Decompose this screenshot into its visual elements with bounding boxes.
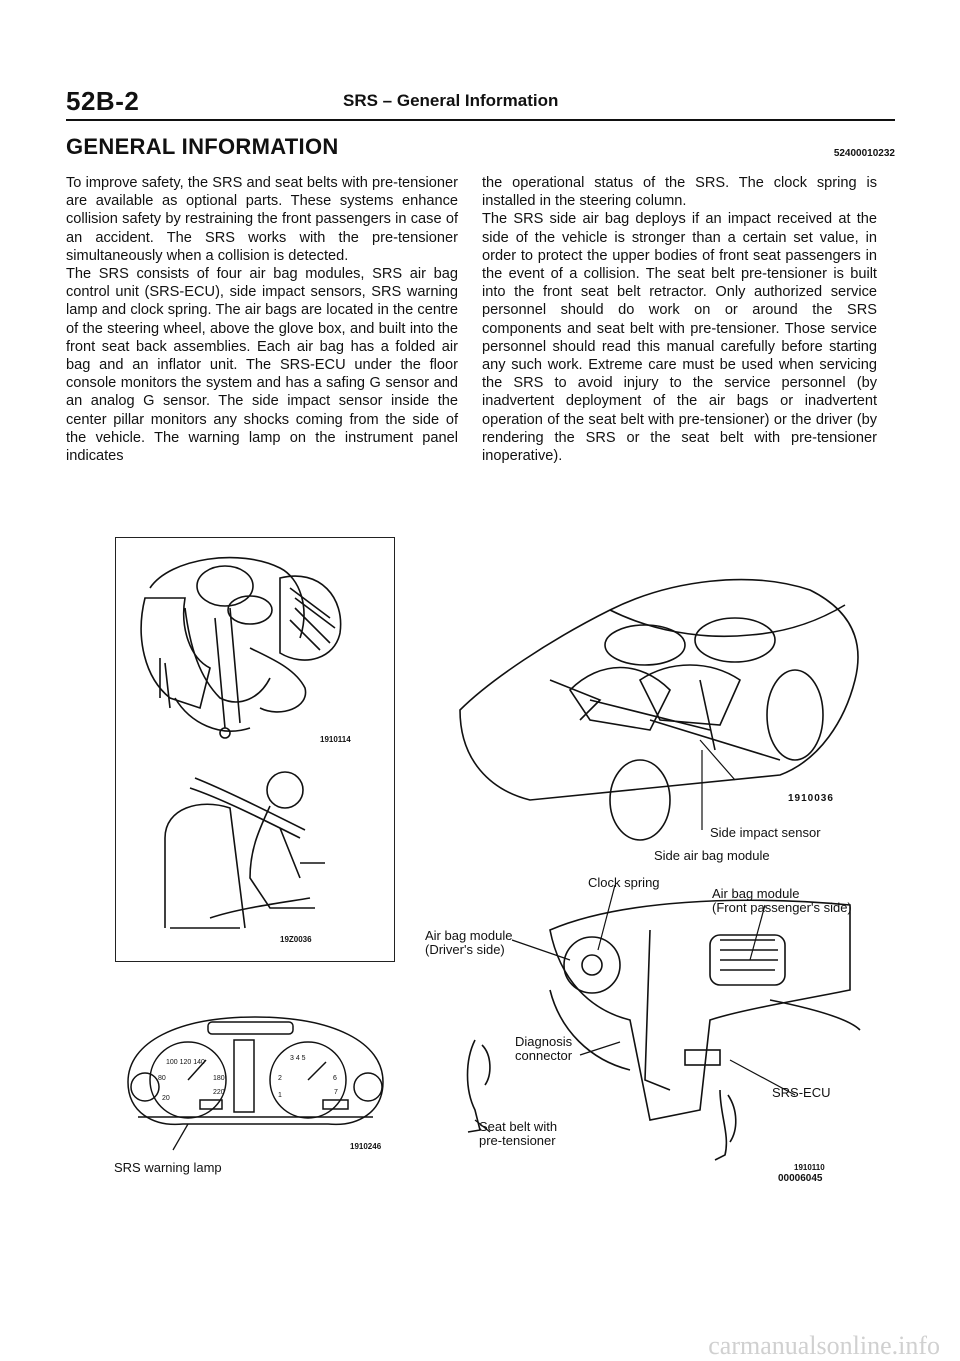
srs-ecu-label: SRS-ECU xyxy=(772,1085,831,1100)
body-column-left xyxy=(66,174,458,465)
header-divider xyxy=(66,119,895,121)
svg-text:6: 6 xyxy=(333,1075,337,1082)
cluster-figure-code: 1910246 xyxy=(350,1142,382,1151)
svg-text:7: 7 xyxy=(334,1089,338,1096)
instrument-cluster-illustration xyxy=(118,1012,393,1134)
diagnosis-connector-line1: Diagnosis xyxy=(515,1034,573,1049)
side-air-bag-module-label: Side air bag module xyxy=(654,848,770,863)
diagnosis-connector-label xyxy=(515,1035,572,1063)
air-bag-module-front-line1: Air bag module xyxy=(712,886,800,901)
air-bag-module-front-label xyxy=(712,887,852,915)
dash-figure-code-2: 00006045 xyxy=(778,1173,823,1184)
clock-spring-label: Clock spring xyxy=(588,875,660,890)
seat-figure-code-bottom: 19Z0036 xyxy=(280,935,312,944)
srs-warning-lamp-label: SRS warning lamp xyxy=(114,1160,222,1175)
air-bag-module-driver-line1: Air bag module xyxy=(425,928,513,943)
car-figure-code: 1910036 xyxy=(788,793,834,804)
footer-watermark: carmanualsonline.info xyxy=(708,1331,940,1360)
paragraph: The SRS consists of four air bag modules, SRS air bag control unit (SRS-ECU), side impact sensors, SRS warning lamp and clock spring. The air bags are located in the centre of the steering wheel, above the glove box, and built into the front seat back assemblies. Each air bag has a folded air bag and an inflator unit. The SRS-ECU under the floor console monitors the system and has a safing G sensor and an analog G sensor. The side impact sensor inside the center pillar monitors any shocks coming from the side of the vehicle. The warning lamp on the instrument panel indicates xyxy=(66,266,458,465)
svg-text:80: 80 xyxy=(158,1075,166,1082)
air-bag-module-driver-label xyxy=(425,929,512,957)
side-impact-sensor-label: Side impact sensor xyxy=(710,825,821,840)
seat-belt-pretensioner-label xyxy=(479,1120,557,1148)
paragraph: To improve safety, the SRS and seat belts with pre-tensioner are available as optional parts. These systems enhance collision safety by restraining the front passengers in case of an accident. The SRS works with the pre-tensioner simultaneously when a collision is detected. xyxy=(66,175,458,264)
section-code: 52400010232 xyxy=(833,148,895,159)
svg-text:220: 220 xyxy=(213,1089,225,1096)
air-bag-module-front-line2: (Front passenger's side) xyxy=(712,900,852,915)
page-header-title: SRS – General Information xyxy=(343,91,559,110)
seat-belt-pretensioner-line1: Seat belt with xyxy=(479,1119,558,1134)
svg-text:20: 20 xyxy=(162,1095,170,1102)
seat-airbag-illustration xyxy=(130,548,380,748)
body-column-right xyxy=(482,174,877,465)
seat-figure-code-top: 1910114 xyxy=(320,735,351,744)
svg-text:1: 1 xyxy=(278,1092,282,1099)
section-heading: GENERAL INFORMATION xyxy=(66,134,339,159)
page-number: 52B-2 xyxy=(66,86,140,116)
svg-text:100 120 140: 100 120 140 xyxy=(166,1059,205,1066)
paragraph: the operational status of the SRS. The clock spring is installed in the steering column. xyxy=(482,175,877,210)
svg-text:3 4 5: 3 4 5 xyxy=(290,1055,306,1062)
dash-figure-code-1: 1910110 xyxy=(794,1163,825,1172)
seat-belt-illustration xyxy=(150,768,330,933)
svg-text:180: 180 xyxy=(213,1075,225,1082)
paragraph: The SRS side air bag deploys if an impact received at the side of the vehicle is stronger than a certain set value, in order to protect the upper bodies of front seat passengers in the event of a collision. The seat belt pre-tensioner is built into the front seat belt retractor. Only authorized service personnel should do work on or around the SRS components and seat belt with pre-tensioner. Those service personnel should read this manual carefully before starting any such work. Extreme care must be used when servicing the SRS to avoid injury to the service personnel (by inadvertent deployment of the air bags or inadvertent operation of the seat belt with pre-tensioner) or the driver (by rendering the SRS or the seat belt with pre-tensioner inoperative). xyxy=(482,211,877,465)
svg-text:2: 2 xyxy=(278,1075,282,1082)
air-bag-module-driver-line2: (Driver's side) xyxy=(425,942,505,957)
diagnosis-connector-line2: connector xyxy=(515,1048,573,1063)
seat-belt-pretensioner-line2: pre-tensioner xyxy=(479,1133,556,1148)
